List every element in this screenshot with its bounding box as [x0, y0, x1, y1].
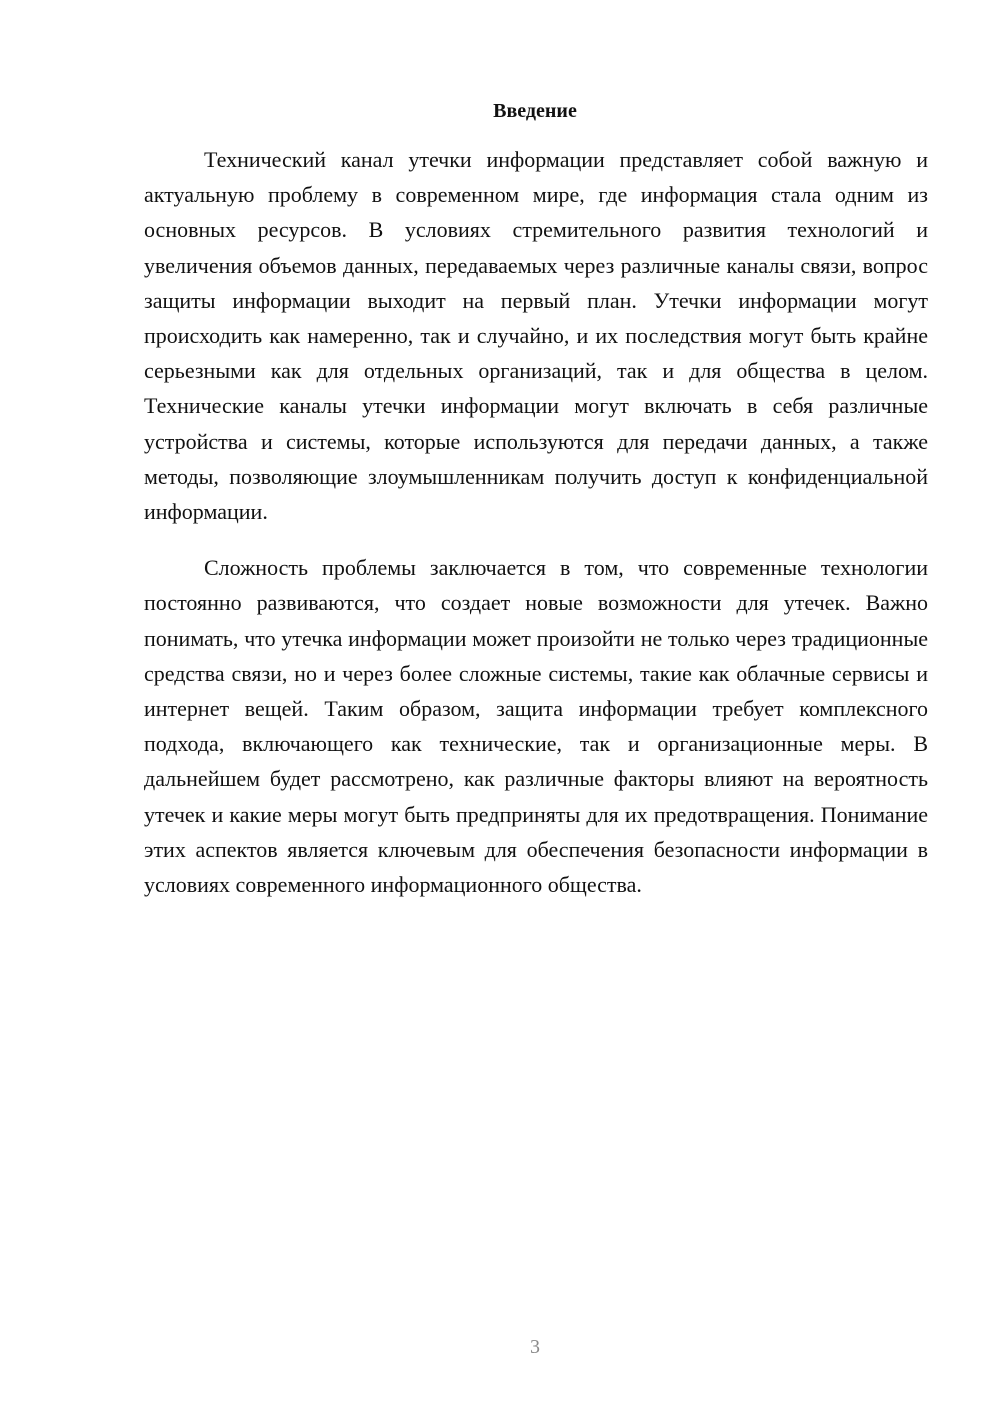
section-heading: Введение	[493, 100, 577, 122]
paragraph-1: Технический канал утечки информации представляет собой важную и актуальную проблему в современном мире, где информация стала одним из основных ресурсов. В условиях стремительного развития технологий и увеличения объемов данных, передаваемых через различные каналы связи, вопрос защиты информации выходит на первый план. Утечки информации могут происходить как намеренно, так и случайно, и их последствия могут быть крайне серьезными как для отдельных организаций, так и для общества в целом. Технические каналы утечки информации могут включать в себя различные устройства и системы, которые используются для передачи данных, а также методы, позволяющие злоумышленникам получить доступ к конфиденциальной информации.	[144, 147, 928, 525]
body-text	[144, 142, 928, 902]
page-number: 3	[530, 1336, 540, 1358]
paragraph-2: Сложность проблемы заключается в том, что современные технологии постоянно развиваются, что создает новые возможности для утечек. Важно понимать, что утечка информации может произойти не только через традиционные средства связи, но и через более сложные системы, такие как облачные сервисы и интернет вещей. Таким образом, защита информации требует комплексного подхода, включающего как технические, так и организационные меры. В дальнейшем будет рассмотрено, как различные факторы влияют на вероятность утечек и какие меры могут быть предприняты для их предотвращения. Понимание этих аспектов является ключевым для обеспечения безопасности информации в условиях современного информационного общества.	[144, 555, 928, 898]
